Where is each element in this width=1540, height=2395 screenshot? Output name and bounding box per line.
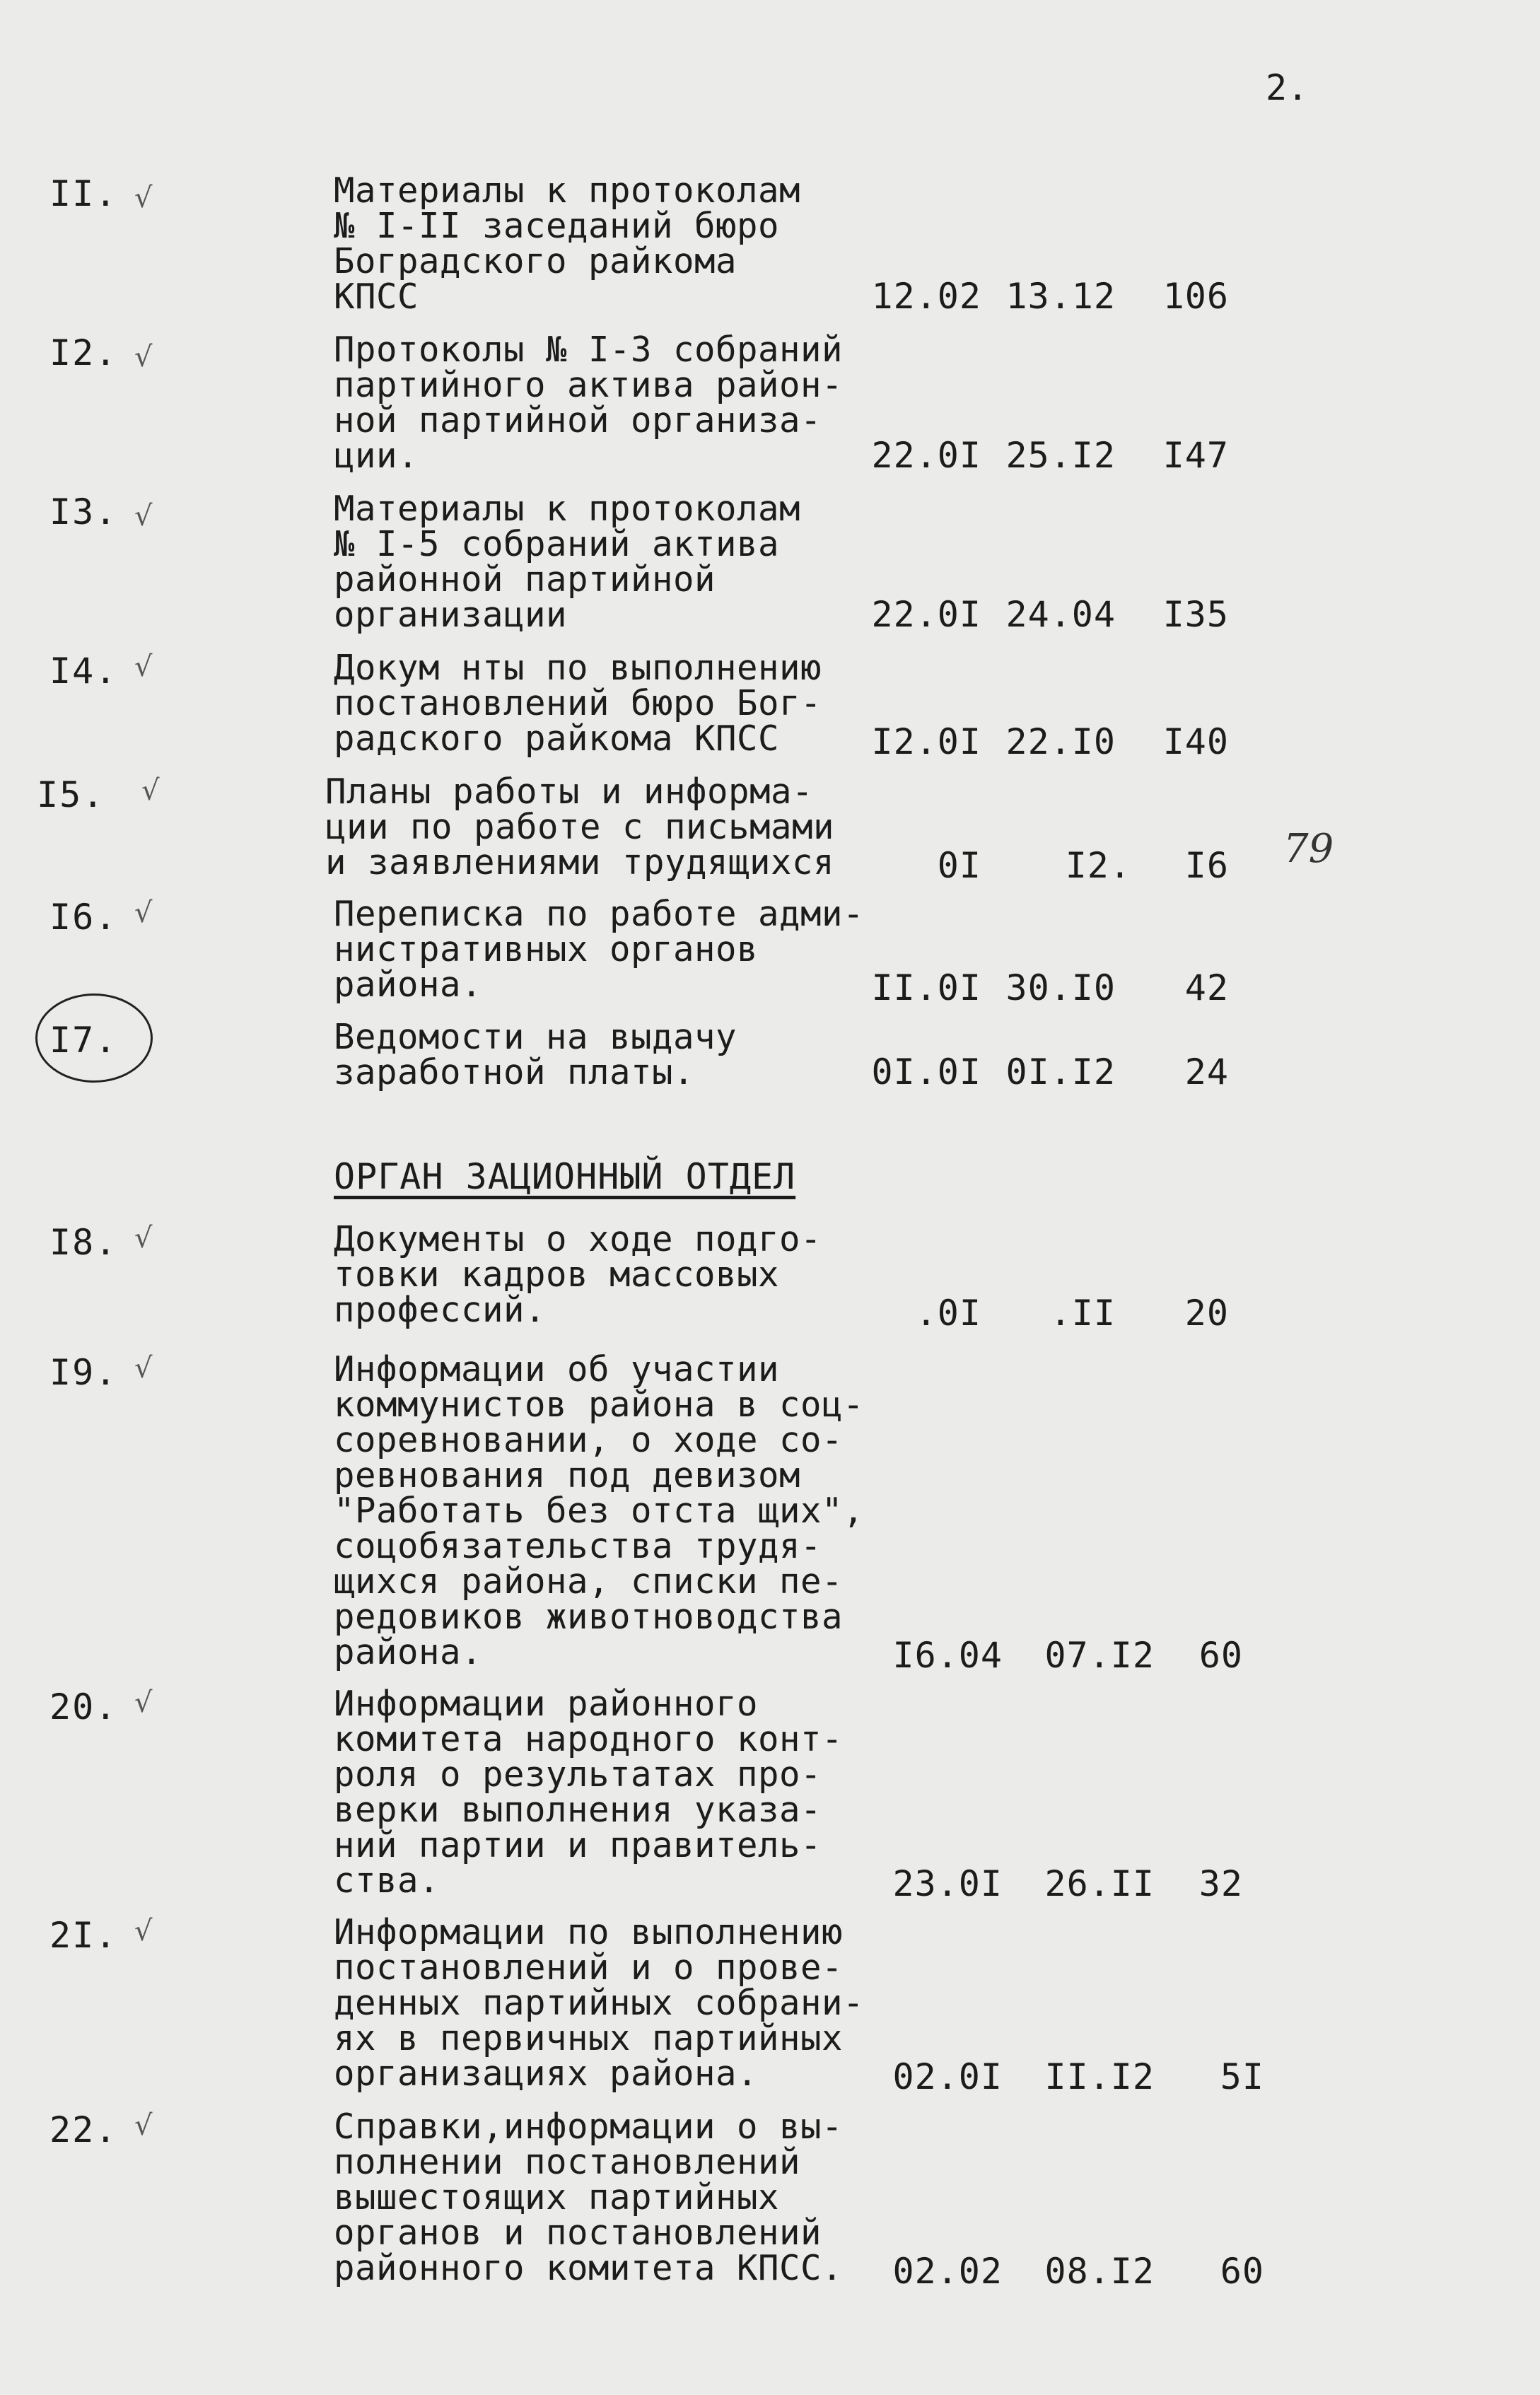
entry-number: I5. <box>37 774 105 815</box>
entry-sheets: I35 <box>1162 594 1229 635</box>
section-heading: ОРГАН ЗАЦИОННЫЙ ОТДЕЛ <box>334 1156 796 1197</box>
entry-number: I2. <box>49 332 118 373</box>
entry-title: Информации об участии коммунистов района в соц- соревновании, о ходе со- ревнования под девизом "Работать без отста щих", соцобязательства трудя- щихся района, списки пе- редовиков животноводства района. <box>334 1349 865 1672</box>
entry-sheets: 60 <box>1198 1635 1243 1676</box>
entry-title: Планы работы и информа- ции по работе с письмами и заявлениями трудящихся <box>325 771 835 882</box>
entry-sheets: 32 <box>1198 1863 1243 1904</box>
entry-title: Документы о ходе подго- товки кадров массовых профессий. <box>334 1219 822 1330</box>
entry-end-date: 0I.I2 <box>1005 1051 1116 1092</box>
entry-title: Переписка по работе адми- нистративных органов района. <box>334 894 865 1005</box>
entry-title: Материалы к протоколам № I-II заседаний бюро Боградского райкома КПСС <box>334 170 801 317</box>
entry-end-date: II.I2 <box>1044 2056 1155 2097</box>
entry-start-date: 12.02 <box>871 276 981 317</box>
entry-end-date: 30.I0 <box>1005 967 1116 1008</box>
check-mark-icon: √ <box>134 1352 153 1385</box>
entry-title: Протоколы № I-3 собраний партийного актива район- ной партийной организа- ции. <box>334 330 844 476</box>
entry-end-date: .II <box>1049 1293 1116 1334</box>
entry-number: I3. <box>49 491 118 532</box>
entry-end-date: 25.I2 <box>1005 435 1116 476</box>
entry-sheets: 106 <box>1162 276 1229 317</box>
entry-title: Справки,информации о вы- полнении постановлений вышестоящих партийных органов и постановлений районного комитета КПСС. <box>334 2106 844 2288</box>
entry-start-date: 0I <box>937 845 981 886</box>
entry-start-date: 22.0I <box>871 594 981 635</box>
entry-number: 22. <box>49 2109 118 2150</box>
entry-end-date: 24.04 <box>1005 594 1116 635</box>
check-mark-icon: √ <box>134 651 153 683</box>
entry-end-date: 13.12 <box>1005 276 1116 317</box>
entry-start-date: I2.0I <box>871 721 981 762</box>
entry-start-date: 23.0I <box>892 1863 1003 1904</box>
entry-title: Информации районного комитета народного конт- роля о результатах про- верки выполнения указа- ний партии и правитель- ства. <box>334 1684 844 1901</box>
check-mark-icon: √ <box>134 897 153 929</box>
check-mark-icon: √ <box>134 1915 153 1947</box>
entry-end-date: I2. <box>1065 845 1131 886</box>
entry-title: Докум нты по выполнению постановлений бюро Бог- радского райкома КПСС <box>334 648 822 759</box>
entry-sheets: 42 <box>1184 967 1229 1008</box>
entry-sheets: 5I <box>1220 2056 1264 2097</box>
check-mark-icon: √ <box>134 182 153 214</box>
entry-sheets: 20 <box>1184 1293 1229 1334</box>
entry-number: I9. <box>49 1352 118 1393</box>
entry-sheets: 60 <box>1220 2251 1264 2292</box>
entry-number: I4. <box>49 651 118 692</box>
check-mark-icon: √ <box>134 1686 153 1719</box>
check-mark-icon: √ <box>134 2109 153 2142</box>
entry-start-date: 22.0I <box>871 435 981 476</box>
entry-number: I6. <box>49 897 118 938</box>
check-mark-icon: √ <box>134 1222 153 1254</box>
entry-start-date: .0I <box>915 1293 981 1334</box>
check-mark-icon: √ <box>134 341 153 373</box>
handwritten-note: 79 <box>1283 826 1334 872</box>
entry-start-date: II.0I <box>871 967 981 1008</box>
entry-end-date: 26.II <box>1044 1863 1155 1904</box>
entry-start-date: I6.04 <box>892 1635 1003 1676</box>
entry-end-date: 08.I2 <box>1044 2251 1155 2292</box>
entry-number: II. <box>49 173 118 214</box>
entry-title: Информации по выполнению постановлений и о прове- денных партийных собрани- ях в первичных партийных организациях района. <box>334 1912 865 2094</box>
entry-sheets: I6 <box>1184 845 1229 886</box>
check-mark-icon: √ <box>134 500 153 532</box>
entry-start-date: 02.0I <box>892 2056 1003 2097</box>
page-number: 2. <box>1266 67 1309 108</box>
entry-title: Ведомости на выдачу заработной платы. <box>334 1017 737 1092</box>
entry-start-date: 0I.0I <box>871 1051 981 1092</box>
entry-end-date: 07.I2 <box>1044 1635 1155 1676</box>
entry-number: 2I. <box>49 1915 118 1956</box>
entry-number: 20. <box>49 1686 118 1727</box>
entry-number: I8. <box>49 1222 118 1263</box>
entry-end-date: 22.I0 <box>1005 721 1116 762</box>
entry-title: Материалы к протоколам № I-5 собраний актива районной партийной организации <box>334 489 801 635</box>
check-mark-icon: √ <box>141 774 160 807</box>
entry-sheets: I40 <box>1162 721 1229 762</box>
entry-start-date: 02.02 <box>892 2251 1003 2292</box>
entry-sheets: I47 <box>1162 435 1229 476</box>
entry-number: I7. <box>49 1020 118 1061</box>
entry-sheets: 24 <box>1184 1051 1229 1092</box>
